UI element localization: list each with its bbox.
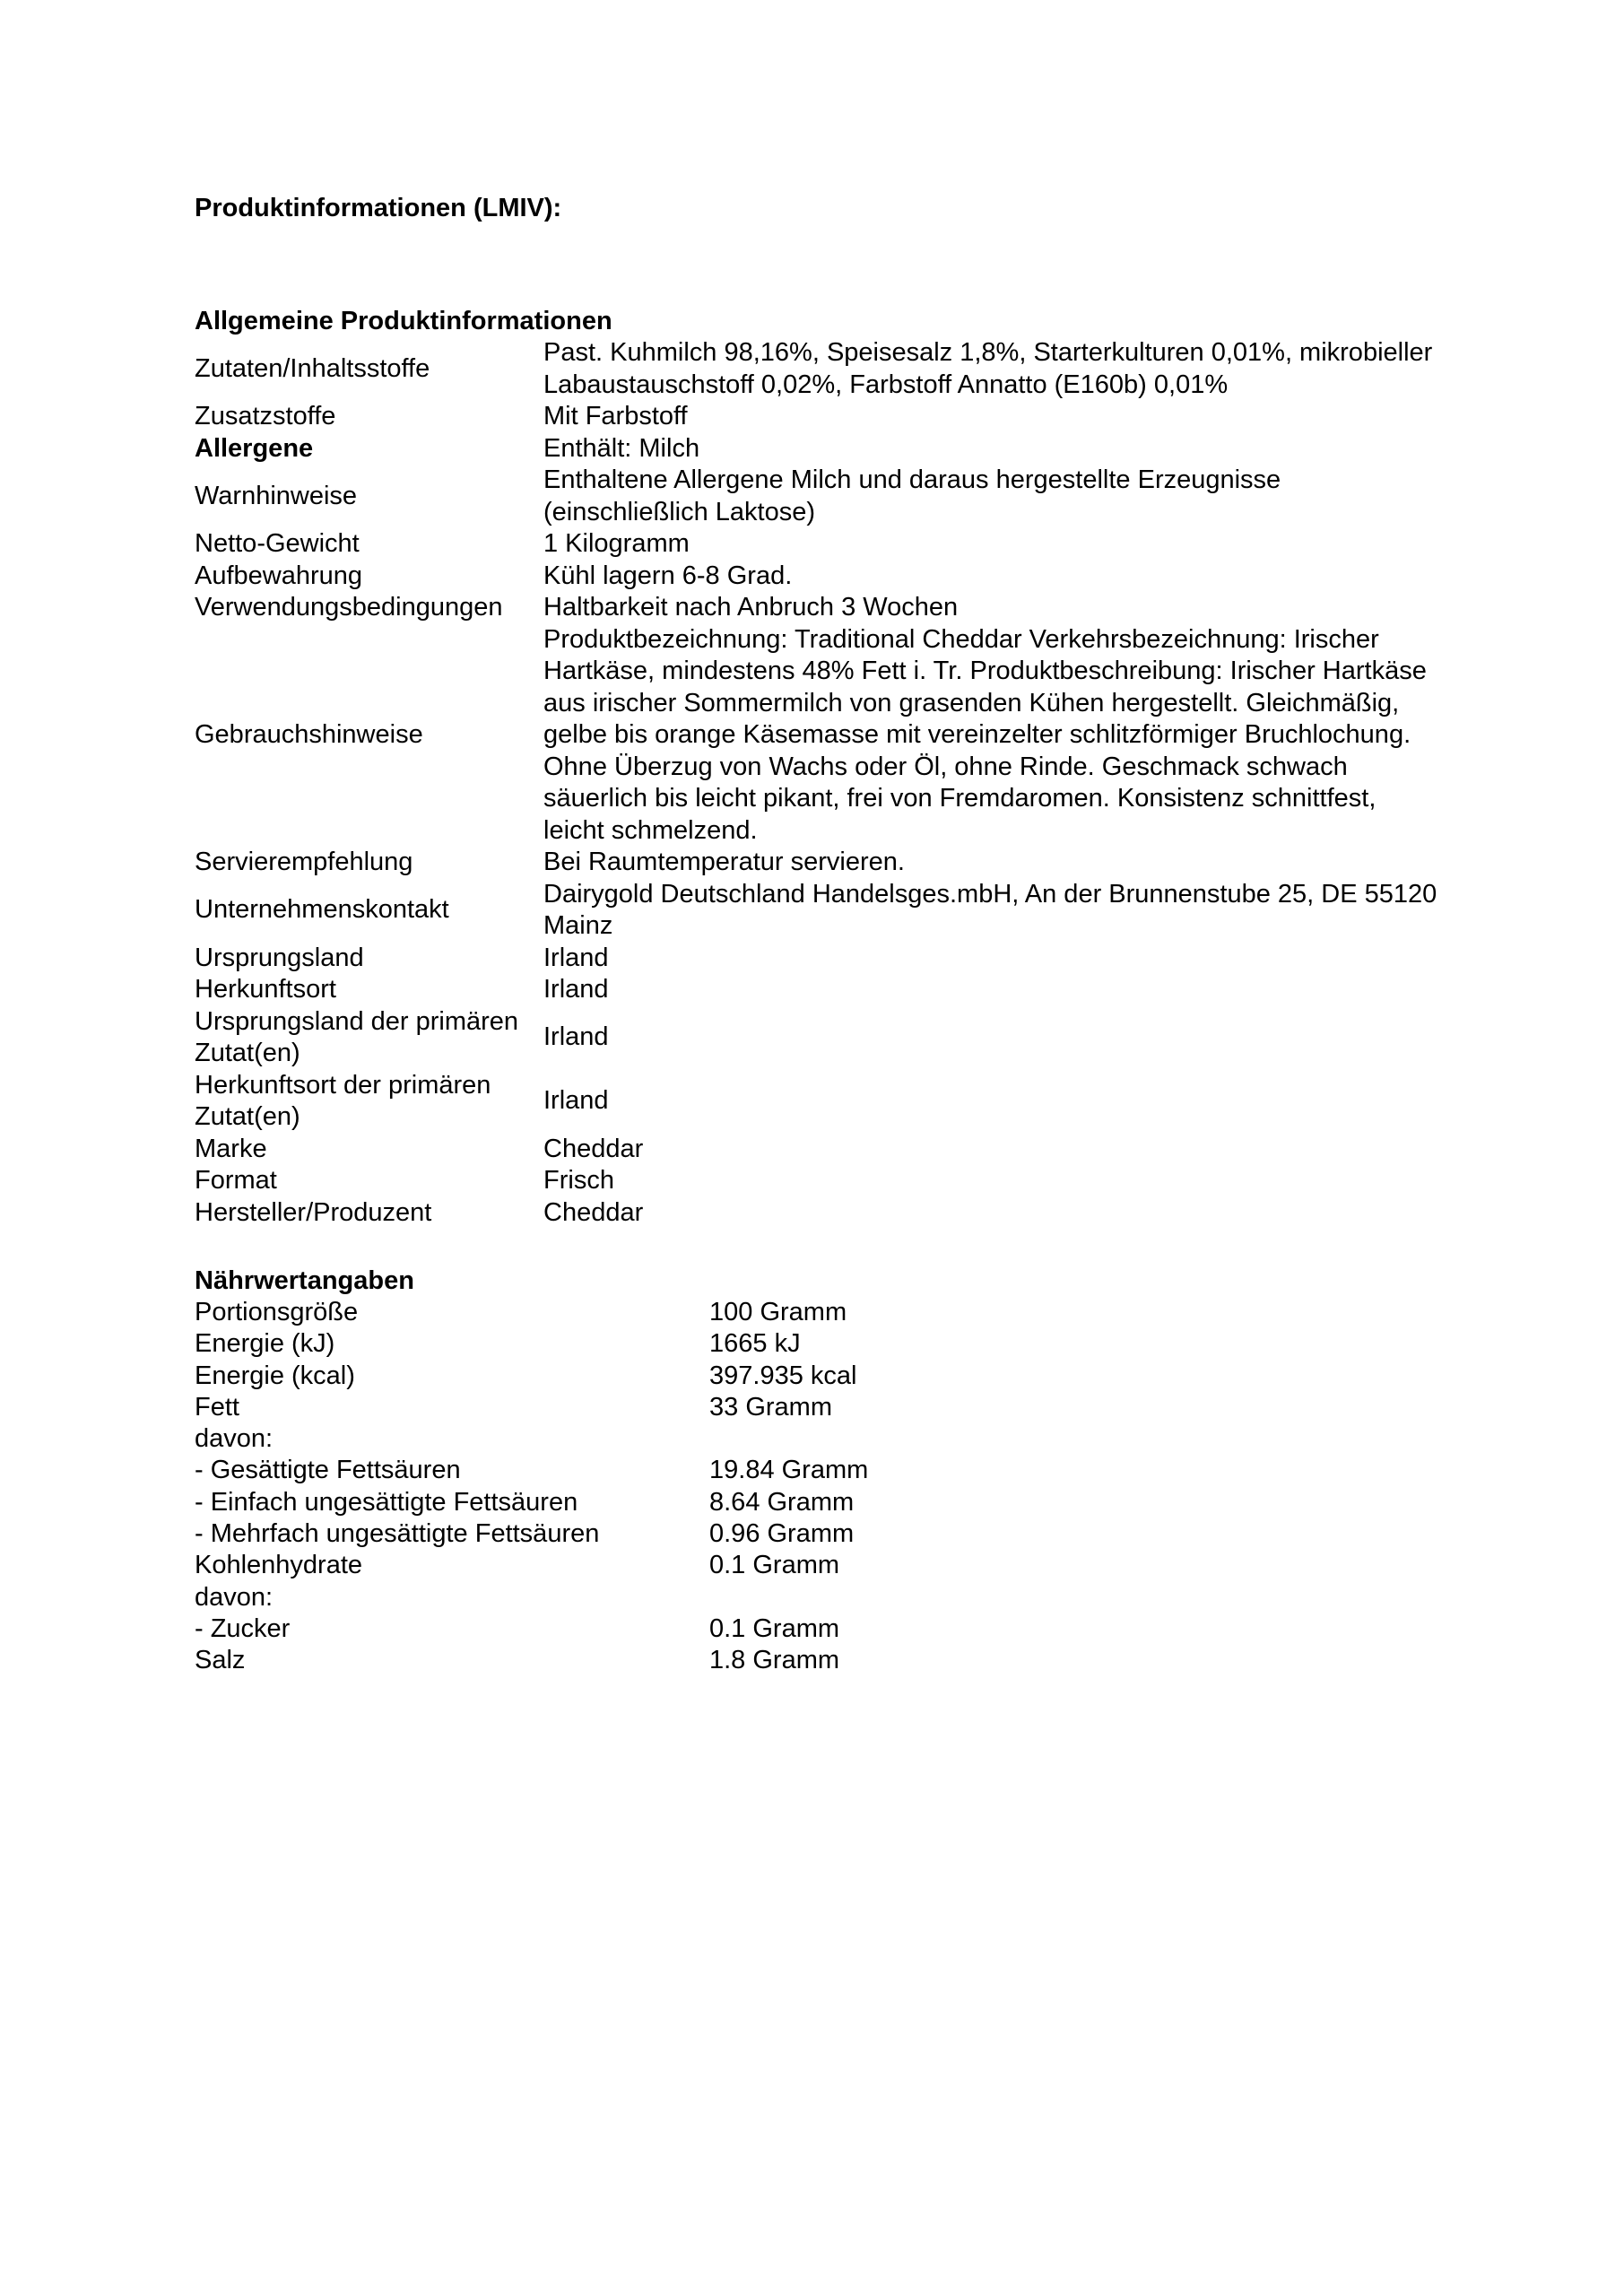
info-value: Enthaltene Allergene Milch und daraus hergestellte Erzeugnisse (einschließlich Laktose) xyxy=(543,465,1281,526)
nutrition-value: 1665 kJ xyxy=(709,1329,801,1359)
info-row-country-of-origin xyxy=(195,943,1440,975)
info-value: 1 Kilogramm xyxy=(543,529,690,558)
info-row-conditions-of-use xyxy=(195,592,1440,624)
nutrition-row xyxy=(195,1455,1158,1486)
info-value: Irland xyxy=(543,975,609,1004)
info-row-additives xyxy=(195,401,1440,433)
info-row-place-of-provenance xyxy=(195,974,1440,1006)
nutrition-row xyxy=(195,1361,1158,1392)
nutrition-value: 397.935 kcal xyxy=(709,1361,857,1390)
info-row-brand xyxy=(195,1134,1440,1166)
info-row-net-weight xyxy=(195,528,1440,561)
info-label: Herkunftsort der primären Zutat(en) xyxy=(195,1070,491,1131)
info-value: Frisch xyxy=(543,1166,614,1195)
nutrition-row xyxy=(195,1392,1158,1423)
nutrition-label: Energie (kJ) xyxy=(195,1329,335,1359)
nutrition-value: 33 Gramm xyxy=(709,1392,832,1422)
info-label: Verwendungsbedingungen xyxy=(195,593,503,622)
nutrition-value: 100 Gramm xyxy=(709,1298,847,1326)
nutrition-label: Energie (kcal) xyxy=(195,1361,355,1390)
nutrition-row xyxy=(195,1423,1158,1455)
nutrition-label: Salz xyxy=(195,1646,246,1675)
info-label: Ursprungsland xyxy=(195,943,364,972)
info-row-company-contact xyxy=(195,879,1440,943)
info-value: Irland xyxy=(543,1086,609,1116)
general-info-table xyxy=(195,337,1440,1229)
info-label: Servierempfehlung xyxy=(195,848,413,876)
nutrition-row xyxy=(195,1518,1158,1550)
info-label: Herkunftsort xyxy=(195,975,336,1004)
info-label: Allergene xyxy=(195,433,314,463)
nutrition-value: 0.1 Gramm xyxy=(709,1613,840,1643)
info-value: Cheddar xyxy=(543,1134,644,1163)
info-value: Cheddar xyxy=(543,1197,644,1227)
info-row-warnings xyxy=(195,465,1440,528)
nutrition-row xyxy=(195,1297,1158,1328)
nutrition-label: Portionsgröße xyxy=(195,1298,359,1326)
info-row-serving-suggestion xyxy=(195,847,1440,879)
info-value: Irland xyxy=(543,943,609,972)
info-label: Aufbewahrung xyxy=(195,561,363,590)
info-label: Unternehmenskontakt xyxy=(195,895,449,925)
nutrition-value xyxy=(709,1423,1158,1455)
nutrition-value: 8.64 Gramm xyxy=(709,1487,855,1517)
info-row-usage-instructions xyxy=(195,624,1440,848)
nutrition-label: Fett xyxy=(195,1392,239,1422)
info-value: Dairygold Deutschland Handelsges.mbH, An der Brunnenstube 25, DE 55120 Mainz xyxy=(543,879,1437,940)
info-label: Format xyxy=(195,1166,277,1195)
info-label: Marke xyxy=(195,1134,267,1163)
info-label: Zusatzstoffe xyxy=(195,402,336,430)
info-value: Produktbezeichnung: Traditional Cheddar Verkehrsbezeichnung: Irischer Hartkäse, mindestens 48% Fett i. Tr. Produktbeschreibung: Irischer Hartkäse aus irischer Sommermilch von grasenden Kühen hergestellt. Gleichmäßig, gelbe bis orange Käsemasse mit vereinzelter schlitzförmiger Bruchlochung. Ohne Überzug von Wachs oder Öl, ohne Rinde. Geschmack schwach säuerlich bis leicht pikant, frei von Fremdaromen. Konsistenz schnittfest, leicht schmelzend. xyxy=(543,624,1427,845)
nutrition-heading: Nährwertangaben xyxy=(195,1266,414,1295)
info-label: Gebrauchshinweise xyxy=(195,720,423,749)
nutrition-label: - Zucker xyxy=(195,1613,291,1643)
info-row-ingredients xyxy=(195,337,1440,401)
nutrition-row xyxy=(195,1328,1158,1360)
info-label: Zutaten/Inhaltsstoffe xyxy=(195,353,430,383)
nutrition-value: 1.8 Gramm xyxy=(709,1646,840,1675)
info-row-manufacturer xyxy=(195,1197,1440,1230)
info-label: Ursprungsland der primären Zutat(en) xyxy=(195,1006,519,1067)
nutrition-value: 0.1 Gramm xyxy=(709,1551,840,1580)
info-value: Bei Raumtemperatur servieren. xyxy=(543,848,905,876)
nutrition-value xyxy=(709,1582,1158,1613)
nutrition-label: davon: xyxy=(195,1582,274,1612)
nutrition-label: - Gesättigte Fettsäuren xyxy=(195,1456,461,1485)
info-value: Kühl lagern 6-8 Grad. xyxy=(543,561,793,590)
info-row-primary-ingredient-country xyxy=(195,1006,1440,1070)
info-label: Hersteller/Produzent xyxy=(195,1197,432,1227)
nutrition-label: davon: xyxy=(195,1424,274,1454)
info-row-primary-ingredient-provenance xyxy=(195,1070,1440,1134)
general-info-heading: Allgemeine Produktinformationen xyxy=(195,307,612,335)
info-row-format xyxy=(195,1165,1440,1197)
nutrition-row xyxy=(195,1487,1158,1518)
nutrition-row xyxy=(195,1582,1158,1613)
nutrition-label: Kohlenhydrate xyxy=(195,1551,363,1580)
nutrition-row xyxy=(195,1645,1158,1676)
nutrition-row xyxy=(195,1613,1158,1645)
nutrition-row xyxy=(195,1550,1158,1581)
info-value: Past. Kuhmilch 98,16%, Speisesalz 1,8%, Starterkulturen 0,01%, mikrobieller Labaustauschstoff 0,02%, Farbstoff Annatto (E160b) 0,01% xyxy=(543,338,1433,399)
nutrition-value: 19.84 Gramm xyxy=(709,1456,869,1485)
info-value: Mit Farbstoff xyxy=(543,402,688,430)
nutrition-value: 0.96 Gramm xyxy=(709,1519,855,1549)
info-value: Haltbarkeit nach Anbruch 3 Wochen xyxy=(543,593,959,622)
nutrition-label: - Einfach ungesättigte Fettsäuren xyxy=(195,1487,578,1517)
info-label: Netto-Gewicht xyxy=(195,529,360,558)
document-title: Produktinformationen (LMIV): xyxy=(195,194,562,222)
info-row-allergens xyxy=(195,433,1440,465)
info-row-storage xyxy=(195,561,1440,593)
info-label: Warnhinweise xyxy=(195,481,358,510)
nutrition-label: - Mehrfach ungesättigte Fettsäuren xyxy=(195,1519,600,1549)
info-value: Enthält: Milch xyxy=(543,433,700,463)
nutrition-table xyxy=(195,1297,1158,1677)
info-value: Irland xyxy=(543,1022,609,1052)
